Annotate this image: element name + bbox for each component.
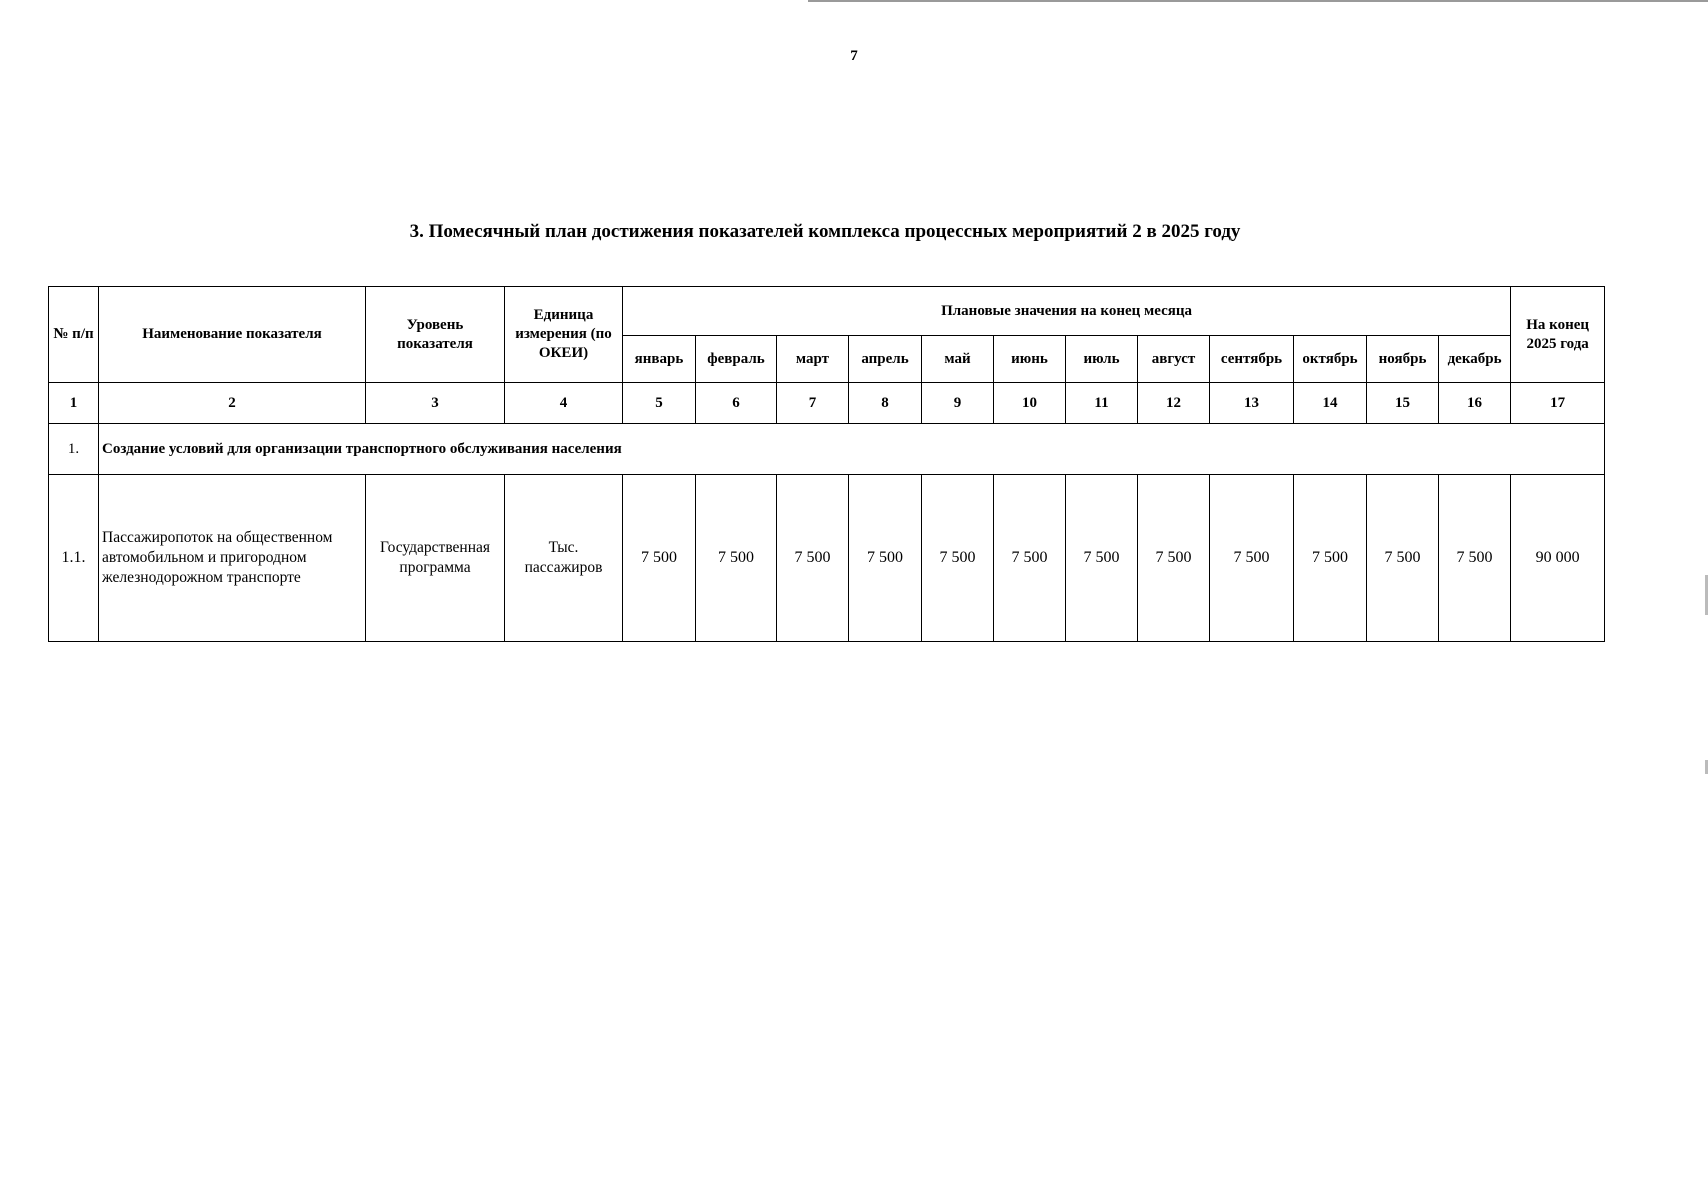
- header-year-end: На конец 2025 года: [1511, 287, 1605, 383]
- column-number: 12: [1138, 383, 1210, 424]
- column-number: 15: [1367, 383, 1439, 424]
- header-month: март: [777, 336, 849, 383]
- month-value: 7 500: [1439, 475, 1511, 642]
- month-value: 7 500: [1066, 475, 1138, 642]
- indicator-level: Государственная программа: [366, 475, 505, 642]
- header-planned-values: Плановые значения на конец месяца: [623, 287, 1511, 336]
- column-number: 4: [505, 383, 623, 424]
- column-number: 8: [849, 383, 922, 424]
- header-indicator-name: Наименование показателя: [99, 287, 366, 383]
- column-number: 17: [1511, 383, 1605, 424]
- column-number: 2: [99, 383, 366, 424]
- column-number: 11: [1066, 383, 1138, 424]
- column-number: 3: [366, 383, 505, 424]
- month-value: 7 500: [696, 475, 777, 642]
- header-num: № п/п: [49, 287, 99, 383]
- column-number: 1: [49, 383, 99, 424]
- header-month: сентябрь: [1210, 336, 1294, 383]
- scan-edge-line: [808, 0, 1708, 2]
- header-month: август: [1138, 336, 1210, 383]
- header-month: июнь: [994, 336, 1066, 383]
- section-row: [49, 424, 1605, 475]
- column-number: 5: [623, 383, 696, 424]
- month-value: 7 500: [623, 475, 696, 642]
- header-row: [49, 287, 1605, 336]
- header-month: июль: [1066, 336, 1138, 383]
- indicator-name: Пассажиропоток на общественном автомобильном и пригородном железнодорожном транспорте: [99, 475, 366, 642]
- month-value: 7 500: [922, 475, 994, 642]
- month-value: 7 500: [994, 475, 1066, 642]
- month-value: 7 500: [1294, 475, 1367, 642]
- month-value: 7 500: [1210, 475, 1294, 642]
- row-number: 1.1.: [49, 475, 99, 642]
- header-month: ноябрь: [1367, 336, 1439, 383]
- header-month: январь: [623, 336, 696, 383]
- table-row: [49, 475, 1605, 642]
- header-month: апрель: [849, 336, 922, 383]
- month-value: 7 500: [777, 475, 849, 642]
- column-number: 9: [922, 383, 994, 424]
- header-indicator-level: Уровень показателя: [366, 287, 505, 383]
- section-number: 1.: [49, 424, 99, 475]
- column-number: 13: [1210, 383, 1294, 424]
- page-number: 7: [850, 48, 858, 64]
- column-number: 7: [777, 383, 849, 424]
- header-unit: Единица измерения (по ОКЕИ): [505, 287, 623, 383]
- header-month: октябрь: [1294, 336, 1367, 383]
- column-number: 6: [696, 383, 777, 424]
- month-value: 7 500: [1367, 475, 1439, 642]
- column-number: 14: [1294, 383, 1367, 424]
- header-month: февраль: [696, 336, 777, 383]
- column-number: 10: [994, 383, 1066, 424]
- year-end-value: 90 000: [1511, 475, 1605, 642]
- header-month: декабрь: [1439, 336, 1511, 383]
- header-month: май: [922, 336, 994, 383]
- document-title: 3. Помесячный план достижения показателей комплекса процессных мероприятий 2 в 2025 году: [409, 221, 1241, 242]
- section-title: Создание условий для организации транспортного обслуживания населения: [99, 424, 1605, 475]
- unit-of-measure: Тыс. пассажиров: [505, 475, 623, 642]
- month-value: 7 500: [849, 475, 922, 642]
- column-numbers-row: [49, 383, 1605, 424]
- monthly-plan-table: [48, 286, 1605, 642]
- month-value: 7 500: [1138, 475, 1210, 642]
- column-number: 16: [1439, 383, 1511, 424]
